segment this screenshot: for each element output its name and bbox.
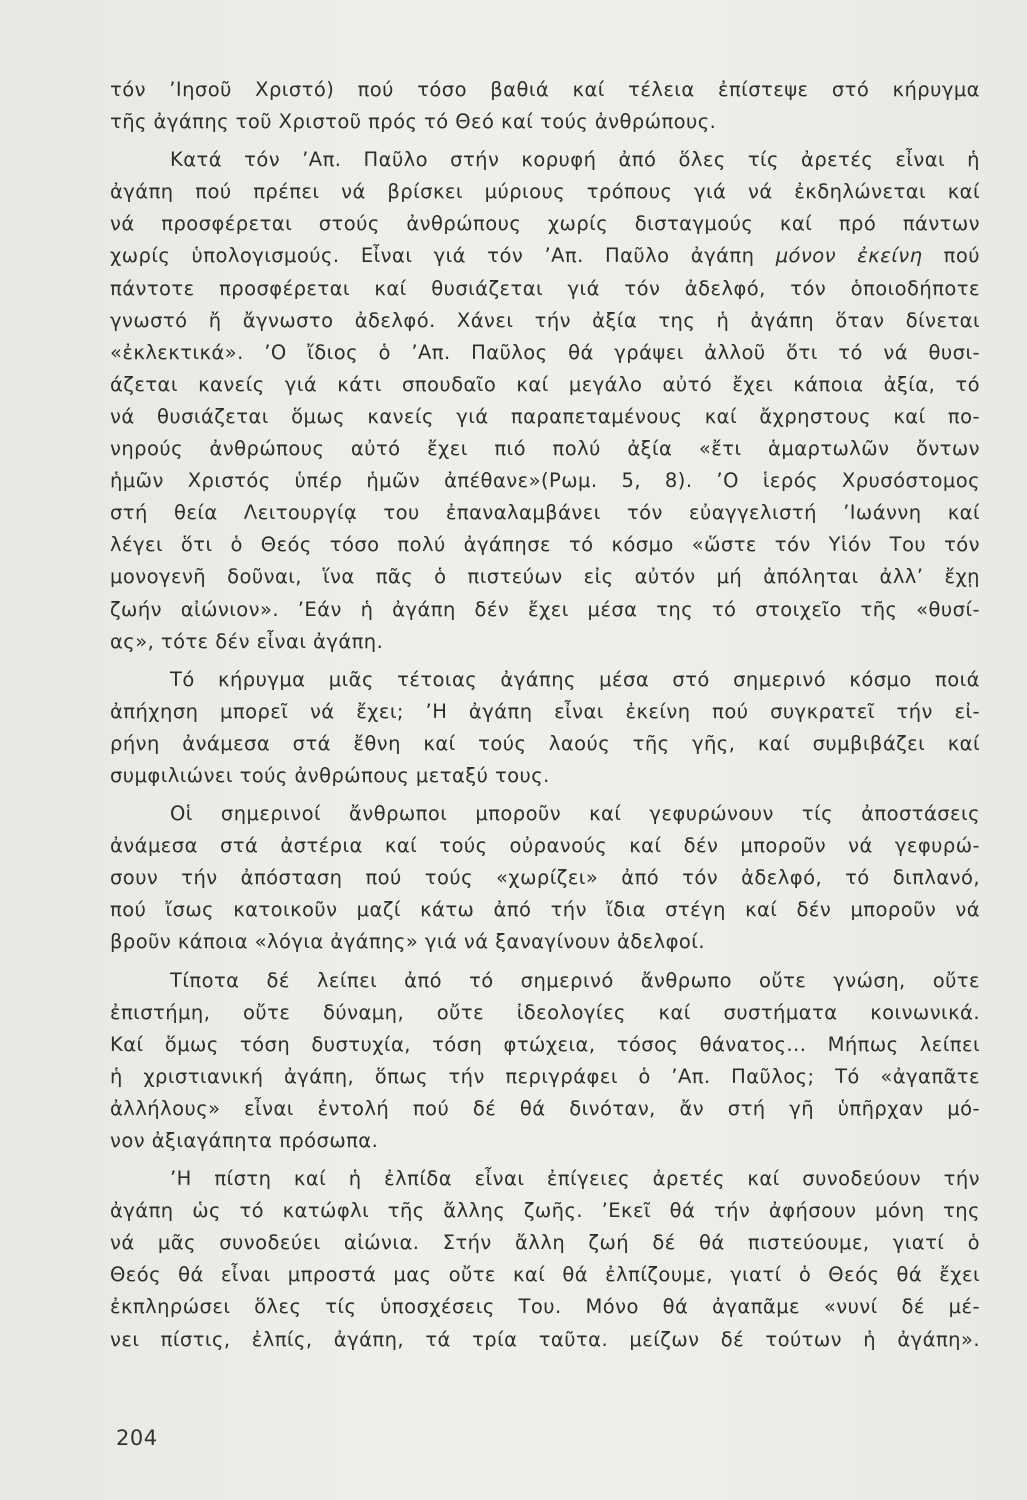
text-line-16: μονογενῆ δοῦναι, ἵνα πᾶς ὁ πιστεύων εἰς αὐτόν μή ἀπόληται ἀλλʼ ἔχῃ (110, 565, 980, 589)
text-line-34: ʼΗ πίστη καί ἡ ἐλπίδα εἶναι ἐπίγειες ἀρετές καί συνοδεύουν τήν (170, 1167, 980, 1191)
text-line-8: γνωστό ἤ ἄγνωστο ἀδελφό. Χάνει τήν ἀξία της ἡ ἀγάπη ὅταν δίνεται (110, 308, 980, 332)
body-text (110, 74, 980, 1356)
text-line-3: Κατά τόν ʼΑπ. Παῦλο στήν κορυφή ἀπό ὅλες τίς ἀρετές εἶναι ἡ (170, 148, 980, 172)
text-line-39: νει πίστις, ἐλπίς, ἀγάπη, τά τρία ταῦτα. μείζων δέ τούτων ἡ ἀγάπη». (110, 1327, 980, 1351)
text-line-22: συμφιλιώνει τούς ἀνθρώπους μεταξύ τους. (110, 763, 550, 787)
text-line-7: πάντοτε προσφέρεται καί θυσιάζεται γιά τόν ἀδελφό, τόν ὁποιοδήποτε (110, 276, 980, 300)
text-line-36: νά μᾶς συνοδεύει αἰώνια. Στήν ἄλλη ζωή δέ θά πιστεύουμε, γιατί ὁ (110, 1231, 980, 1255)
text-line-4: ἀγάπη πού πρέπει νά βρίσκει μύριους τρόπους γιά νά ἐκδηλώνεται καί (110, 180, 980, 204)
text-line-14: στή θεία Λειτουργίᾳ του ἐπαναλαμβάνει τόν εὐαγγελιστή ʼΙωάννη καί (110, 501, 980, 525)
text-line-23: Οἱ σημερινοί ἄνθρωποι μποροῦν καί γεφυρώνουν τίς ἀποστάσεις (170, 802, 980, 826)
text-line-11: νά θυσιάζεται ὅμως κανείς γιά παραπεταμένους καί ἄχρηστους καί πο- (110, 404, 980, 428)
text-line-31: ἡ χριστιανική ἀγάπη, ὅπως τήν περιγράφει ὁ ʼΑπ. Παῦλος; Τό «ἀγαπᾶτε (110, 1064, 980, 1088)
text-line-35: ἀγάπη ὡς τό κατώφλι τῆς ἄλλης ζωῆς. ʼΕκεῖ θά τήν ἀφήσουν μόνη της (110, 1199, 980, 1223)
text-line-2: τῆς ἀγάπης τοῦ Χριστοῦ πρός τό Θεό καί τούς ἀνθρώπους. (110, 110, 717, 134)
text-line-33: νον ἀξιαγάπητα πρόσωπα. (110, 1129, 379, 1152)
text-line-17: ζωήν αἰώνιον». ʼΕάν ἡ ἀγάπη δέν ἔχει μέσα της τό στοιχεῖο τῆς «θυσί- (110, 597, 980, 621)
text-line-15: λέγει ὅτι ὁ Θεός τόσο πολύ ἀγάπησε τό κόσμο «ὥστε τόν Υἱόν Του τόν (110, 533, 980, 557)
text-line-30: Καί ὅμως τόση δυστυχία, τόση φτώχεια, τόσος θάνατος... Μήπως λείπει (110, 1032, 980, 1056)
text-line-1: τόν ʼΙησοῦ Χριστό) πού τόσο βαθιά καί τέλεια ἐπίστεψε στό κήρυγμα (110, 78, 980, 101)
text-line-19: Τό κήρυγμα μιᾶς τέτοιας ἀγάπης μέσα στό σημερινό κόσμο ποιά (170, 667, 980, 691)
text-line-21: ρήνη ἀνάμεσα στά ἔθνη καί τούς λαούς τῆς γῆς, καί συμβιβάζει καί (110, 731, 980, 755)
text-line-25: σουν τήν ἀπόσταση πού τούς «χωρίζει» ἀπό τόν ἀδελφό, τό διπλανό, (110, 866, 980, 890)
text-line-6-end: πού (943, 244, 980, 268)
text-line-24: ἀνάμεσα στά ἀστέρια καί τούς οὐρανούς καί δέν μποροῦν νά γεφυρώ- (110, 834, 980, 858)
text-line-20: ἀπήχηση μπορεῖ νά ἔχει; ʼΗ ἀγάπη εἶναι ἐκείνη πού συγκρατεῖ τήν εἰ- (110, 699, 980, 723)
emphasis-text: μόνον ἐκείνη (775, 244, 923, 268)
text-line-32: ἀλλήλους» εἶναι ἐντολή πού δέ θά δινόταν, ἄν στή γῆ ὑπῆρχαν μό- (110, 1096, 980, 1120)
text-line-38: ἐκπληρώσει ὅλες τίς ὑποσχέσεις Του. Μόνο θά ἀγαπᾶμε «νυνί δέ μέ- (110, 1295, 980, 1319)
text-line-26: πού ἴσως κατοικοῦν μαζί κάτω ἀπό τήν ἴδια στέγη καί δέν μποροῦν νά (110, 898, 980, 922)
text-line-6-start: χωρίς ὑπολογισμούς. Εἶναι γιά τόν ʼΑπ. Παῦλο ἀγάπη (110, 244, 755, 268)
text-line-5: νά προσφέρεται στούς ἀνθρώπους χωρίς δισταγμούς καί πρό πάντων (110, 212, 980, 236)
text-line-27: βροῦν κάποια «λόγια ἀγάπης» γιά νά ξαναγίνουν ἀδελφοί. (110, 930, 706, 954)
text-line-13: ἡμῶν Χριστός ὑπέρ ἡμῶν ἀπέθανε»(Ρωμ. 5, 8). ʼΟ ἱερός Χρυσόστομος (110, 469, 980, 493)
text-line-28: Τίποτα δέ λείπει ἀπό τό σημερινό ἄνθρωπο οὔτε γνώση, οὔτε (170, 968, 980, 992)
text-line-6 (110, 240, 980, 272)
text-line-12: νηρούς ἀνθρώπους αὐτό ἔχει πιό πολύ ἀξία «ἔτι ἁμαρτωλῶν ὄντων (110, 437, 980, 461)
text-line-29: ἐπιστήμη, οὔτε δύναμη, οὔτε ἰδεολογίες καί συστήματα κοινωνικά. (110, 1000, 980, 1024)
page-number: 204 (116, 1426, 158, 1450)
text-line-10: άζεται κανείς γιά κάτι σπουδαῖο καί μεγάλο αὐτό ἔχει κάποια ἀξία, τό (110, 372, 980, 396)
text-line-37: Θεός θά εἶναι μπροστά μας οὔτε καί θά ἐλπίζουμε, γιατί ὁ Θεός θά ἔχει (110, 1263, 980, 1287)
text-line-18: ας», τότε δέν εἶναι ἀγάπη. (110, 629, 384, 653)
text-line-9: «ἐκλεκτικά». ʼΟ ἴδιος ὁ ʼΑπ. Παῦλος θά γράψει ἀλλοῦ ὅτι τό νά θυσι- (110, 340, 980, 364)
